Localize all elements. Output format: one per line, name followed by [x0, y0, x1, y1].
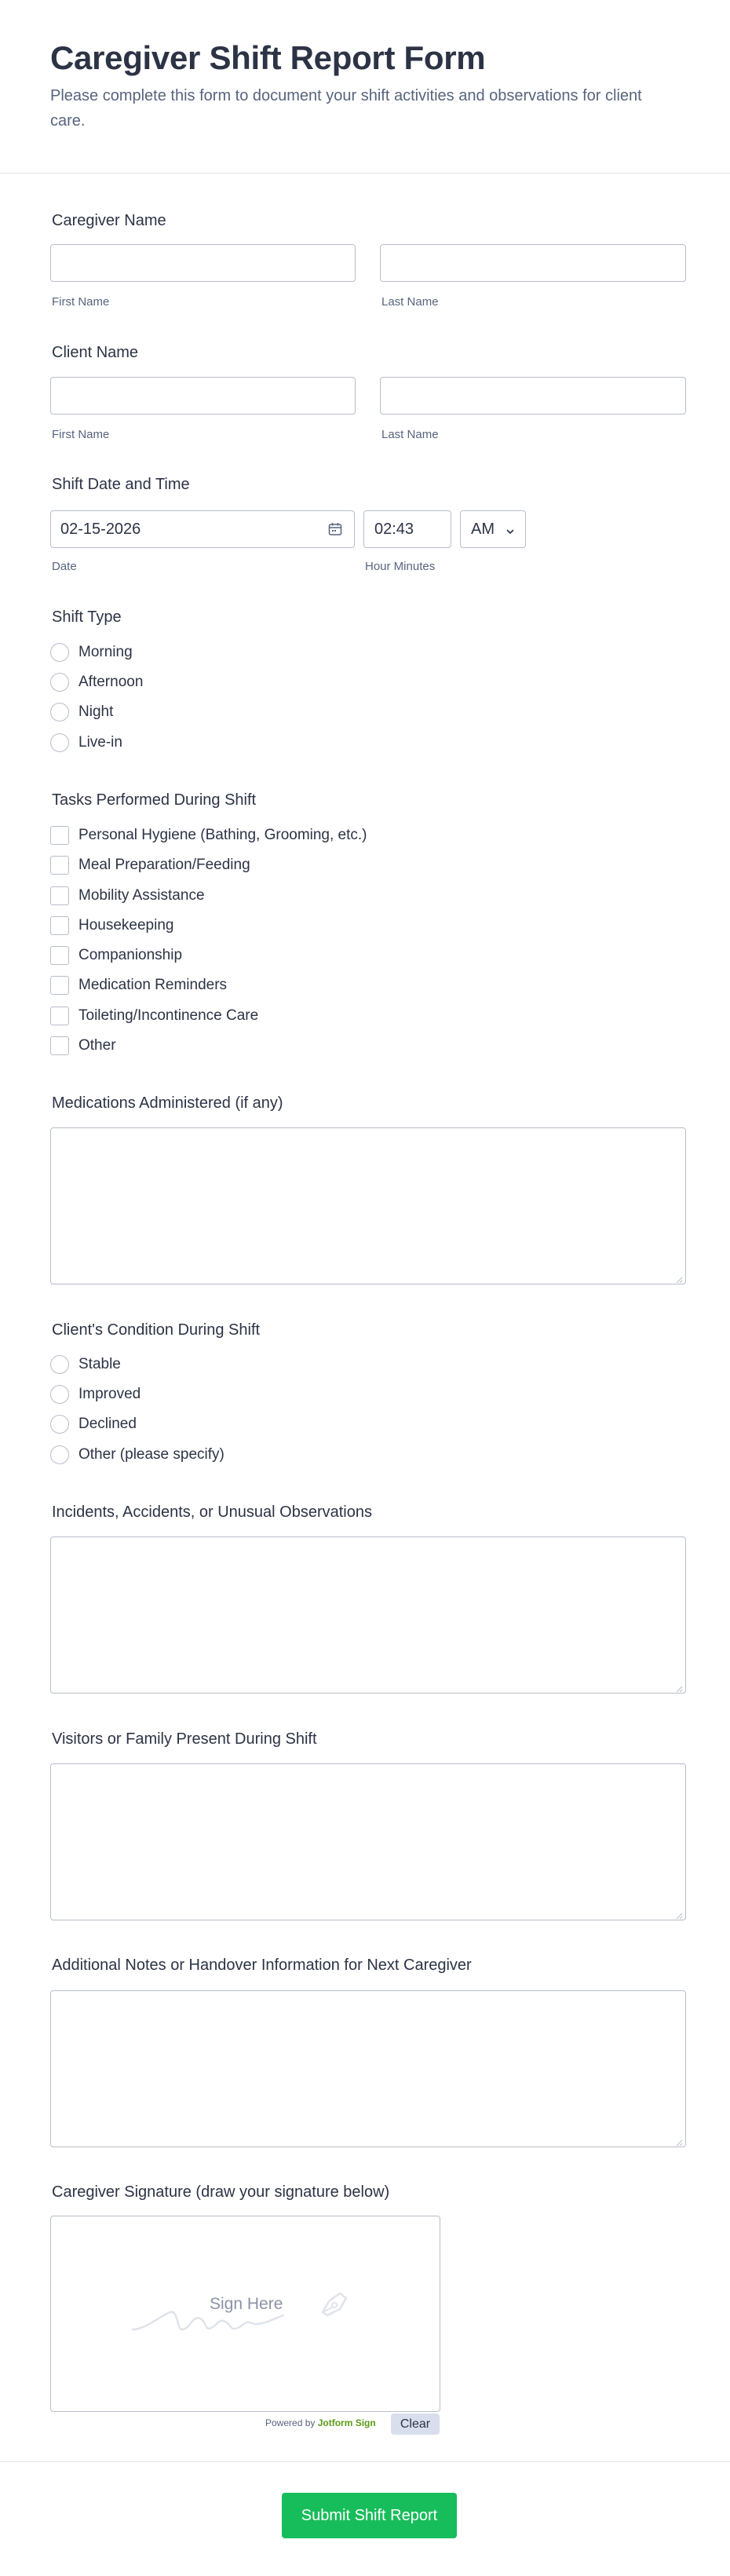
shift-type-option[interactable]	[50, 671, 143, 693]
radio-button[interactable]	[50, 643, 69, 662]
shift-date-time-label: Shift Date and Time	[52, 476, 190, 493]
signature-pad[interactable]	[50, 2216, 440, 2412]
resize-handle-icon[interactable]	[675, 1909, 683, 1917]
pen-icon	[318, 2287, 352, 2318]
condition-option[interactable]	[50, 1354, 121, 1376]
shift-type-option[interactable]	[50, 732, 122, 754]
client-name-label: Client Name	[52, 344, 139, 361]
task-option-label: Housekeeping	[78, 917, 174, 934]
task-option[interactable]	[50, 974, 227, 996]
checkbox[interactable]	[50, 1036, 69, 1055]
condition-option-label: Declined	[78, 1416, 137, 1432]
shift-ampm-select[interactable]	[460, 510, 526, 548]
chevron-down-icon	[505, 524, 516, 535]
condition-option-label: Stable	[78, 1356, 121, 1372]
task-option-label: Medication Reminders	[78, 977, 228, 993]
shift-date-sublabel: Date	[52, 560, 77, 573]
caregiver-last-name-input[interactable]	[380, 244, 686, 282]
resize-handle-icon[interactable]	[675, 1683, 683, 1690]
client-first-name-sublabel: First Name	[52, 428, 110, 441]
powered-by-text	[265, 2417, 376, 2428]
caregiver-first-name-sublabel: First Name	[52, 295, 110, 309]
submit-button[interactable]: Submit Shift Report	[282, 2493, 457, 2538]
condition-option[interactable]	[50, 1413, 137, 1435]
form-header	[0, 0, 730, 174]
medications-textarea[interactable]	[50, 1127, 686, 1284]
footer-divider	[0, 2461, 730, 2462]
checkbox[interactable]	[50, 856, 69, 875]
tasks-label: Tasks Performed During Shift	[52, 791, 257, 809]
task-option[interactable]	[50, 915, 173, 937]
shift-type-option-label: Morning	[78, 644, 133, 660]
checkbox[interactable]	[50, 826, 69, 845]
task-option-label: Meal Preparation/Feeding	[78, 857, 250, 873]
task-option[interactable]	[50, 885, 205, 907]
jotform-sign-link[interactable]: Jotform Sign	[317, 2417, 376, 2428]
client-last-name-sublabel: Last Name	[381, 428, 439, 441]
condition-option-label: Other (please specify)	[78, 1446, 224, 1463]
shift-type-option-label: Afternoon	[78, 674, 144, 690]
medications-label: Medications Administered (if any)	[52, 1094, 283, 1112]
condition-option[interactable]	[50, 1383, 141, 1405]
shift-date-input[interactable]	[50, 510, 355, 548]
notes-textarea[interactable]	[50, 1990, 686, 2147]
shift-date-value: 02-15-2026	[60, 521, 141, 538]
shift-type-label: Shift Type	[52, 608, 122, 626]
resize-handle-icon[interactable]	[675, 2136, 683, 2144]
condition-option[interactable]	[50, 1444, 224, 1466]
caregiver-last-name-sublabel: Last Name	[381, 295, 439, 309]
radio-button[interactable]	[50, 673, 69, 692]
task-option[interactable]	[50, 824, 367, 846]
task-option[interactable]	[50, 1005, 258, 1027]
shift-time-sublabel: Hour Minutes	[365, 560, 436, 573]
signature-label: Caregiver Signature (draw your signature below)	[52, 2183, 390, 2201]
shift-time-value: 02:43	[374, 521, 414, 538]
task-option-label: Mobility Assistance	[78, 887, 205, 904]
task-option[interactable]	[50, 945, 182, 966]
resize-handle-icon[interactable]	[675, 1273, 683, 1281]
shift-time-input[interactable]	[363, 510, 451, 548]
visitors-label: Visitors or Family Present During Shift	[52, 1730, 317, 1748]
checkbox[interactable]	[50, 886, 69, 905]
visitors-textarea[interactable]	[50, 1763, 686, 1920]
client-first-name-input[interactable]	[50, 377, 356, 415]
radio-button[interactable]	[50, 1445, 69, 1464]
checkbox[interactable]	[50, 976, 69, 995]
task-option[interactable]	[50, 1035, 116, 1057]
radio-button[interactable]	[50, 733, 69, 752]
condition-label: Client's Condition During Shift	[52, 1321, 261, 1339]
shift-type-option[interactable]	[50, 701, 113, 723]
shift-ampm-value: AM	[471, 521, 495, 538]
shift-type-option-label: Live-in	[78, 734, 122, 751]
shift-type-option[interactable]	[50, 641, 133, 663]
shift-type-option-label: Night	[78, 703, 114, 720]
task-option-label: Toileting/Incontinence Care	[78, 1007, 259, 1024]
task-option-label: Other	[78, 1037, 116, 1054]
checkbox[interactable]	[50, 1007, 69, 1025]
task-option-label: Companionship	[78, 947, 183, 963]
task-option-label: Personal Hygiene (Bathing, Grooming, etc.)	[78, 827, 367, 843]
incidents-textarea[interactable]	[50, 1536, 686, 1694]
calendar-icon[interactable]	[327, 521, 343, 537]
radio-button[interactable]	[50, 1415, 69, 1434]
notes-label: Additional Notes or Handover Information for Next Caregiver	[52, 1957, 472, 1974]
radio-button[interactable]	[50, 1385, 69, 1404]
caregiver-name-label: Caregiver Name	[52, 212, 166, 229]
caregiver-first-name-input[interactable]	[50, 244, 356, 282]
radio-button[interactable]	[50, 1355, 69, 1374]
powered-by-prefix: Powered by	[265, 2417, 316, 2428]
client-last-name-input[interactable]	[380, 377, 686, 415]
task-option[interactable]	[50, 854, 250, 876]
form-title: Caregiver Shift Report Form	[50, 39, 486, 76]
incidents-label: Incidents, Accidents, or Unusual Observations	[52, 1504, 372, 1521]
checkbox[interactable]	[50, 916, 69, 935]
checkbox[interactable]	[50, 946, 69, 965]
signature-placeholder: Sign Here	[210, 2295, 283, 2313]
form-subtitle: Please complete this form to document your shift activities and observations for client care.	[50, 87, 642, 130]
condition-option-label: Improved	[78, 1386, 141, 1402]
radio-button[interactable]	[50, 703, 69, 722]
clear-signature-button[interactable]: Clear	[391, 2413, 440, 2435]
